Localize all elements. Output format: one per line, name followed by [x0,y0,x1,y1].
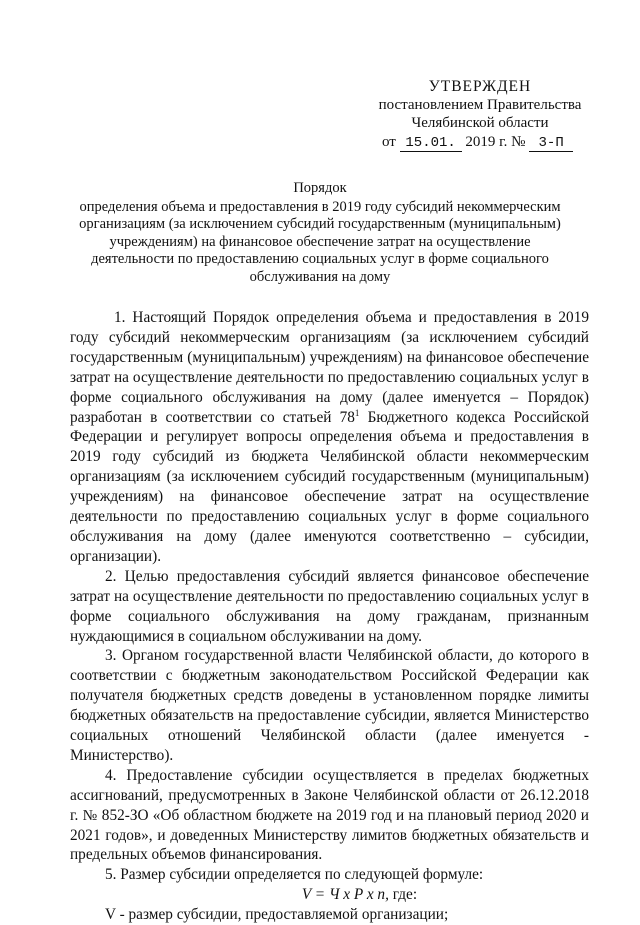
formula-expression: V = Ч х P х n, [301,886,389,904]
document-title-block [70,180,570,286]
approval-title: УТВЕРЖДЕН [428,78,532,95]
date-prefix: от [382,134,396,150]
paragraph-4: 4. Предоставление субсидии осуществляется в пределах бюджетных ассигнований, предусмотренных в Законе Челябинской области от 26.12.2018 г. № 852-ЗО «Об областном бюджете на 2019 год и на плановый период 2020 и 2021 годов», и доведенных Министерству лимитов бюджетных обязательств и предельных объемов финансирования. [70,766,589,864]
approval-number: 3-П [529,136,573,152]
paragraph-2: 2. Целью предоставления субсидий является финансовое обеспечение затрат на осуществление деятельности по предоставлению социальных услуг в форме социального обслуживания на дому гражданам, признанным нуждающимися в социальном обслуживании на дому. [70,567,589,645]
approval-block [360,78,600,152]
paragraph-5: 5. Размер субсидии определяется по следующей формуле: [105,866,484,884]
approval-date-line [360,133,600,152]
document-body [70,308,589,925]
document-heading: Порядок [293,180,347,196]
article-superscript: 1 [354,407,360,418]
paragraph-3: 3. Органом государственной власти Челябинской области, до которого в соответствии с бюджетным законодательством Российской Федерации как получателя бюджетных средств доведены в установленном порядке лимиты бюджетных обязательств на предоставление субсидии, является Министерство социальных отношений Челябинской области (далее именуется - Министерство). [70,647,589,764]
approval-year: 2019 г. № [465,134,526,150]
subsidy-formula [70,885,589,905]
paragraph-1 [70,308,589,567]
approval-line-1: постановлением Правительства [378,97,582,113]
paragraph-1-start: 1. Настоящий Порядок определения объема и предоставления в 2019 году субсидий некоммерческим организациям (за исключением субсидий государственным (муниципальным) учреждениям) на финансовое обеспечение затрат на осуществление деятельности по предоставлению социальных услуг в форме социального обслуживания на дому (далее именуется – Порядок) разработан в соответствии со статьей 78 [70,309,589,426]
paragraph-1-end: Бюджетного кодекса Российской Федерации и регулирует вопросы определения объема и предоставления в 2019 году субсидий из бюджета Челябинской области некоммерческим организациям (за исключением субсидий государственным (муниципальным) учреждениям) на финансовое обеспечение затрат на осуществление деятельности по предоставлению социальных услуг в форме социального обслуживания на дому (далее именуются соответственно – субсидии, организации). [70,408,589,565]
document-subtitle: определения объема и предоставления в 2019 году субсидий некоммерческим организациям (за исключением субсидий государственным (муниципальным) учреждениям) на финансовое обеспечение затрат на осуществление деятельности по предоставлению социальных услуг в форме социального обслуживания на дому [79,198,561,285]
definition-v: V - размер субсидии, предоставляемой организации; [105,906,449,924]
formula-where: где: [388,886,418,904]
approval-line-2: Челябинской области [411,115,549,131]
approval-date: 15.01. [400,136,462,152]
